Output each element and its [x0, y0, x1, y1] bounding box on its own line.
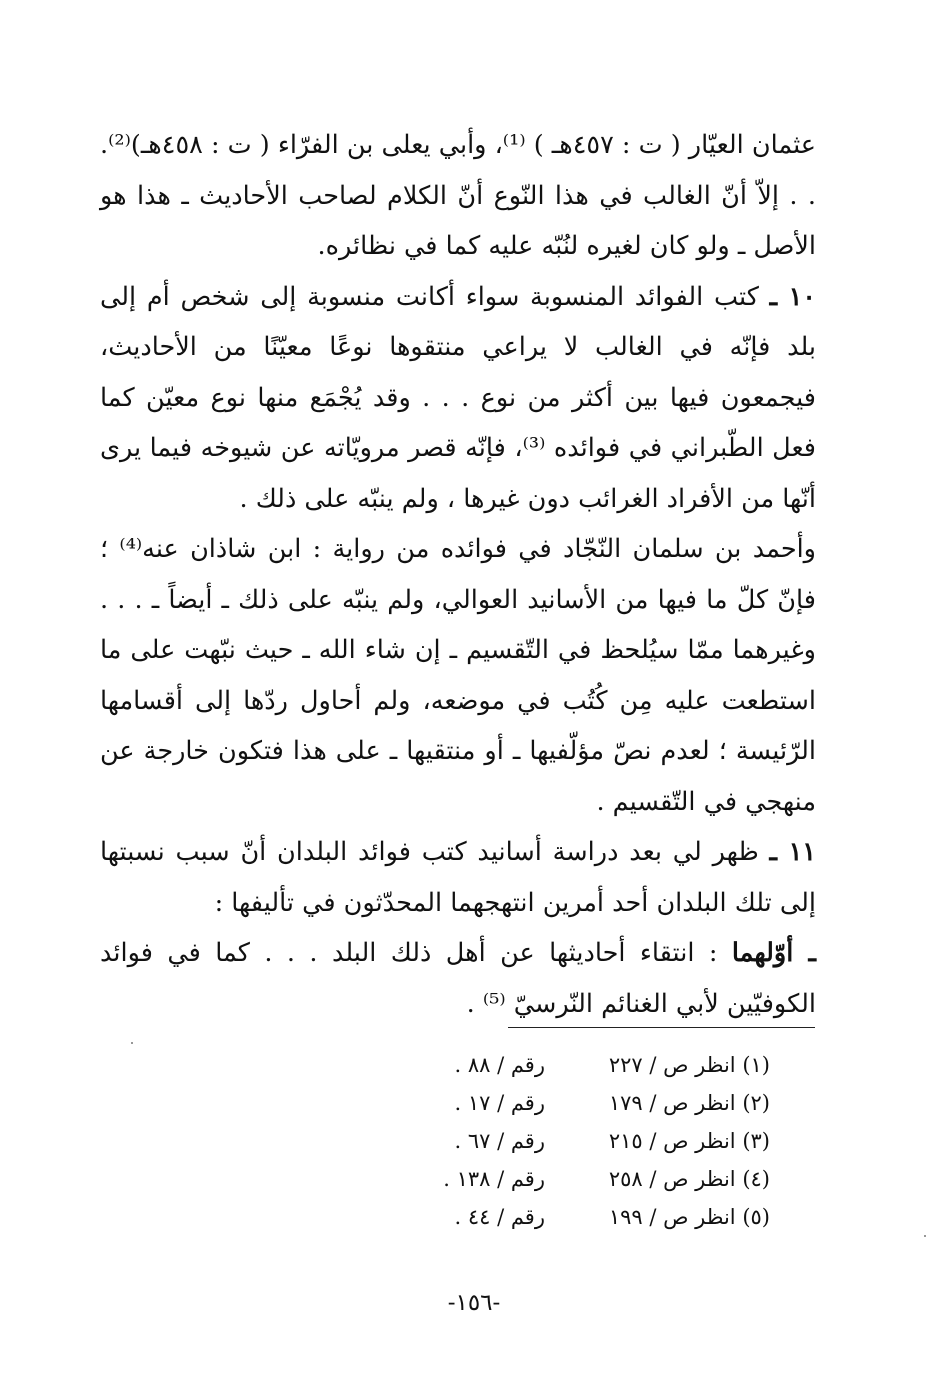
- paragraph-najjad: [100, 524, 816, 827]
- footnote-page-ref: (٢) انظر ص / ١٧٩: [608, 1091, 770, 1115]
- paragraph-continuation: [100, 120, 816, 272]
- footnotes: [380, 1046, 770, 1236]
- footnote-number-ref: رقم / ٤٤ .: [454, 1205, 545, 1229]
- paragraph-item-11: [100, 827, 816, 928]
- paragraph-text: كتب الفوائد المنسوبة سواء أكانت منسوبة إلى شخص أم إلى بلد فإنّه في الغالب لا يراعي منتقوها نوعًا معيّنًا من الأحاديث، فيجمعون فيها بين أكثر من نوع . . . وقد يُجْمَع منها نوع معيّن كما فعل الطّبراني في فوائده ⁽³⁾، فإنّه قصر مرويّاته عن شيوخه فيما يرى أنّها من الأفراد الغرائب دون غيرها ، ولم ينبّه على ذلك .: [100, 281, 816, 514]
- paragraph-text: عثمان العيّار ( ت : ٤٥٧هـ ) ⁽¹⁾، وأبي يعلى بن الفرّاء ( ت : ٤٥٨هـ)⁽²⁾. . . إلاّ أنّ الغالب في هذا النّوع أنّ الكلام لصاحب الأحاديث ـ هذا هو الأصل ـ ولو كان لغيره لنُبّه عليه كما في نظائره.: [100, 130, 816, 261]
- paragraph-text: ظهر لي بعد دراسة أسانيد كتب فوائد البلدان أنّ سبب نسبتها إلى تلك البلدان أحد أمرين انتهجهما المحدّثون في تأليفها :: [100, 837, 816, 918]
- footnote-number-ref: رقم / ١٧ .: [454, 1091, 545, 1115]
- footnote-row: [380, 1198, 770, 1236]
- footnote-page-ref: (٣) انظر ص / ٢١٥: [608, 1129, 770, 1153]
- lead-word: ـ أوّلهما: [731, 938, 816, 968]
- scan-speck: [131, 1042, 133, 1044]
- paragraph-first-reason: [100, 928, 816, 1029]
- footnote-page-ref: (٥) انظر ص / ١٩٩: [608, 1205, 770, 1229]
- item-number: ١٠ ـ: [769, 281, 816, 312]
- paragraph-item-10: [100, 272, 816, 525]
- scan-speck: [924, 1235, 926, 1237]
- main-text-block: [100, 120, 816, 1029]
- paragraph-text: : انتقاء أحاديثها عن أهل ذلك البلد . . . كما في فوائد الكوفيّين لأبي الغنائم النّرسيّ ⁽⁵⁾ .: [100, 938, 816, 1019]
- footnote-page-ref: (٤) انظر ص / ٢٥٨: [608, 1167, 770, 1191]
- footnote-row: [380, 1084, 770, 1122]
- footnote-number-ref: رقم / ٨٨ .: [454, 1053, 545, 1077]
- paragraph-text: وأحمد بن سلمان النّجّاد في فوائده من رواية : ابن شاذان عنه⁽⁴⁾ ؛ فإنّ كلّ ما فيها من الأسانيد العوالي، ولم ينبّه على ذلك ـ أيضاً ـ . . . وغيرهما ممّا سيُلحظ في التّقسيم ـ إن شاء الله ـ حيث نبّهت على ما استطعت عليه مِن كُتُب في موضعه، ولم أحاول ردّها إلى أقسامها الرّئيسة ؛ لعدم نصّ مؤلّفيها ـ أو منتقيها ـ على هذا فتكون خارجة عن منهجي في التّقسيم .: [100, 534, 816, 817]
- page-number: -١٥٦-: [447, 1290, 501, 1316]
- footnote-divider: [508, 1027, 815, 1028]
- footnote-number-ref: رقم / ١٣٨ .: [443, 1167, 545, 1191]
- footnote-page-ref: (١) انظر ص / ٢٢٧: [608, 1053, 770, 1077]
- footnote-row: [380, 1160, 770, 1198]
- footnote-number-ref: رقم / ٦٧ .: [454, 1129, 545, 1153]
- item-number: ١١ ـ: [769, 837, 816, 867]
- footnote-row: [380, 1122, 770, 1160]
- footnote-row: [380, 1046, 770, 1084]
